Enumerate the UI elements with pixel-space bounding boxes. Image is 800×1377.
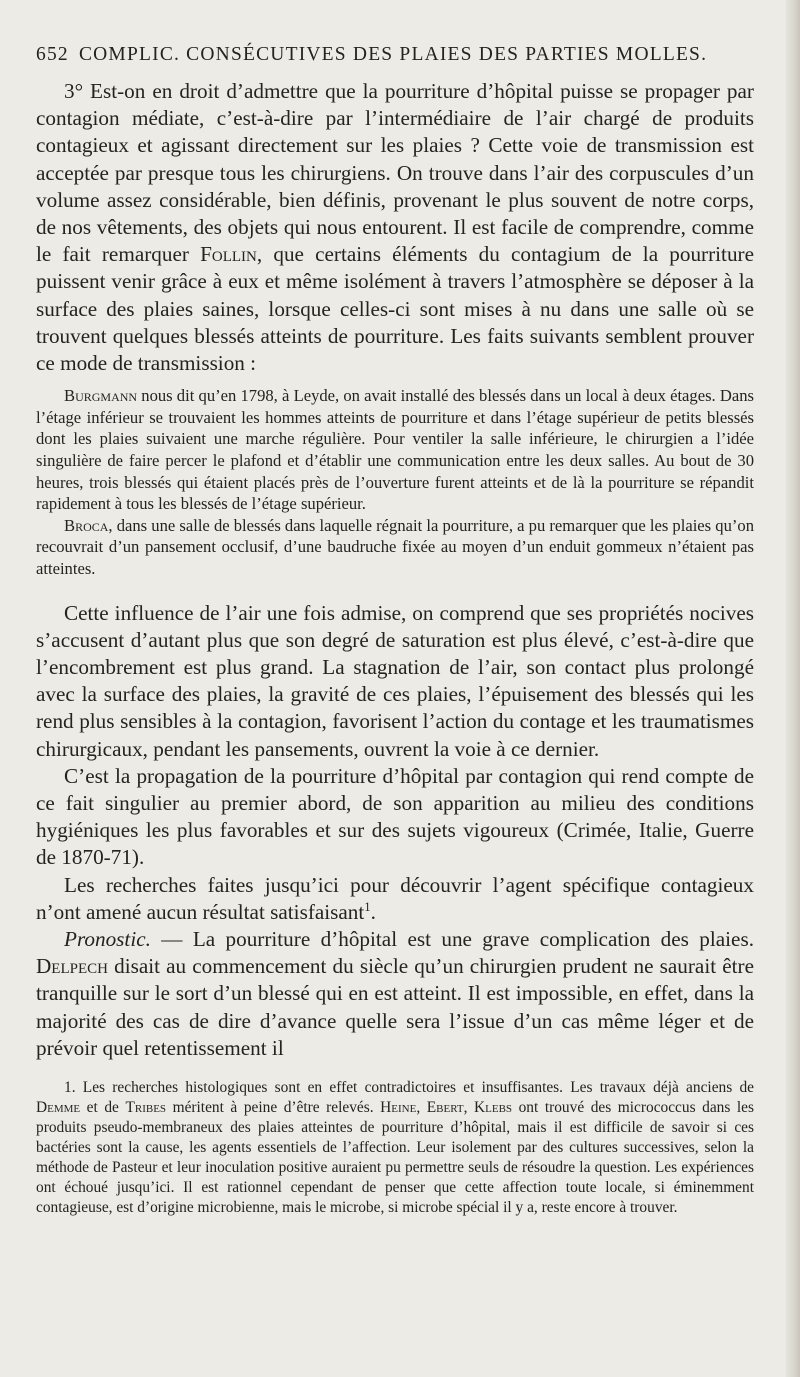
footnote-text: Les recherches histologiques sont en effet contradictoires et insuffisantes. Les travaux déjà anciens de xyxy=(75,1079,754,1097)
footnotes xyxy=(36,1078,754,1218)
author-name: Tribes xyxy=(125,1099,167,1117)
paragraph-text: Les recherches faites jusqu’ici pour découvrir l’agent spécifique contagieux n’ont amené aucun résultat satisfaisant xyxy=(36,872,754,924)
footnote-text: ont trouvé des micrococcus dans les produits pseudo-membraneux des plaies atteintes de pourriture d’hôpital, mais il est difficile de savoir si ces bactéries sont la cause, les agents essentiels de l’affection. Leur isolement par des cultures successives, selon la méthode de Pasteur et leur inoculation positive auraient pu permettre seuls de résoudre la question. Les expériences ont échoué jusqu’ici. Il est rationnel cependant de penser que cette affection toute locale, si éminemment contagieuse, est d’origine microbienne, mais le microbe, si microbe spécial il y a, reste encore à trouver. xyxy=(36,1099,754,1217)
paragraph-research xyxy=(36,872,754,926)
paragraph-text: , que certains éléments du contagium de la pourriture puissent venir grâce à eux et même isolément à travers l’atmosphère se déposer à la surface des plaies saines, lorsque celles-ci sont mises à nu dans une salle où se trouvent quelques blessés atteints de pourriture. Les faits suivants semblent prouver ce mode de transmission : xyxy=(36,242,754,376)
paragraph-air-influence: Cette influence de l’air une fois admise, on comprend que ses propriétés nocives s’accusent d’autant plus que son degré de saturation est plus élevé, c’est-à-dire que l’encombrement est plus grand. La stagnation de l’air, son contact plus prolongé avec la surface des plaies, la gravité de ces plaies, l’épuisement des blessés qui les rend plus sensibles à la contagion, favorisent l’action du contage et les traumatismes chirurgicaux, pendant les pansements, ouvrent la voie à ce dernier. xyxy=(36,600,754,761)
paragraph-pronostic xyxy=(36,926,754,1062)
running-title: COMPLIC. CONSÉCUTIVES DES PLAIES DES PARTIES MOLLES. xyxy=(78,44,708,65)
paragraph-text: disait au commencement du siècle qu’un chirurgien prudent ne saurait être tranquille sur le sort d’un blessé qui en est atteint. Il est impossible, en effet, dans la majorité des cas de dire d’avance quelle sera l’issue d’un cas même léger et de prévoir quel retentissement il xyxy=(36,954,754,1060)
paragraph-text: . xyxy=(370,899,376,924)
author-name: Follin xyxy=(200,242,257,267)
author-name: Heine xyxy=(380,1099,417,1117)
footnote-text: méritent à peine d’être relevés. xyxy=(166,1099,381,1117)
footnote-marker: 1. xyxy=(64,1079,76,1097)
footnote-text: et de xyxy=(80,1099,126,1117)
case-burgmann xyxy=(36,385,754,515)
case-reports xyxy=(36,385,754,579)
paragraph-text: — La pourriture d’hôpital est une grave complication des plaies. xyxy=(150,927,754,952)
author-name: Delpech xyxy=(36,954,108,979)
footnote-text: , xyxy=(416,1099,427,1117)
author-name: Broca xyxy=(64,515,109,535)
paragraph-contagion-mediate xyxy=(36,78,754,377)
book-page xyxy=(36,42,754,1218)
page-edge-shadow xyxy=(786,0,800,1377)
running-header xyxy=(36,42,754,68)
footnote-reference: 1 xyxy=(364,899,371,914)
footnote-1 xyxy=(36,1078,754,1218)
author-name: Klebs xyxy=(474,1099,513,1117)
paragraph-propagation: C’est la propagation de la pourriture d’hôpital par contagion qui rend compte de ce fait singulier au premier abord, de son apparition au milieu des conditions hygiéniques les plus favorables et sur des sujets vigoureux (Crimée, Italie, Guerre de 1870-71). xyxy=(36,763,754,870)
case-broca xyxy=(36,515,754,580)
footnote-text: , xyxy=(463,1099,475,1117)
section-heading: Pronostic. xyxy=(64,927,151,952)
author-name: Demme xyxy=(36,1099,81,1117)
page-number: 652 xyxy=(36,44,69,65)
paragraph-text: 3° Est-on en droit d’admettre que la pourriture d’hôpital puisse se propager par contagion médiate, c’est-à-dire par l’intermédiaire de l’air chargé de produits contagieux et agissant directement sur les plaies ? Cette voie de transmission est acceptée par presque tous les chirurgiens. On trouve dans l’air des corpuscules d’un volume assez considérable, bien définis, provenant le plus souvent de notre corps, de nos vêtements, des objets qui nous entourent. Il est facile de comprendre, comme le fait remarquer xyxy=(36,79,754,267)
author-name: Ebert xyxy=(426,1099,464,1117)
case-text: , dans une salle de blessés dans laquelle régnait la pourriture, a pu remarquer que les plaies qu’on recouvrait d’un pansement occlusif, d’une baudruche fixée au moyen d’un enduit gommeux n’étaient pas atteintes. xyxy=(36,515,754,578)
author-name: Burgmann xyxy=(64,386,138,406)
case-text: nous dit qu’en 1798, à Leyde, on avait installé des blessés dans un local à deux étages. Dans l’étage inférieur se trouvaient les hommes atteints de pourriture et dans l’étage supérieur de petits blessés dont les plaies suivaient une marche régulière. Pour ventiler la salle inférieure, le chirurgien a l’idée singulière de faire percer le plafond et d’établir une communication entre les deux salles. Au bout de 30 heures, trois blessés qui étaient placés près de l’ouverture furent atteints et de là la pourriture se répandit rapidement à tous les blessés de l’étage supérieur. xyxy=(36,386,754,514)
